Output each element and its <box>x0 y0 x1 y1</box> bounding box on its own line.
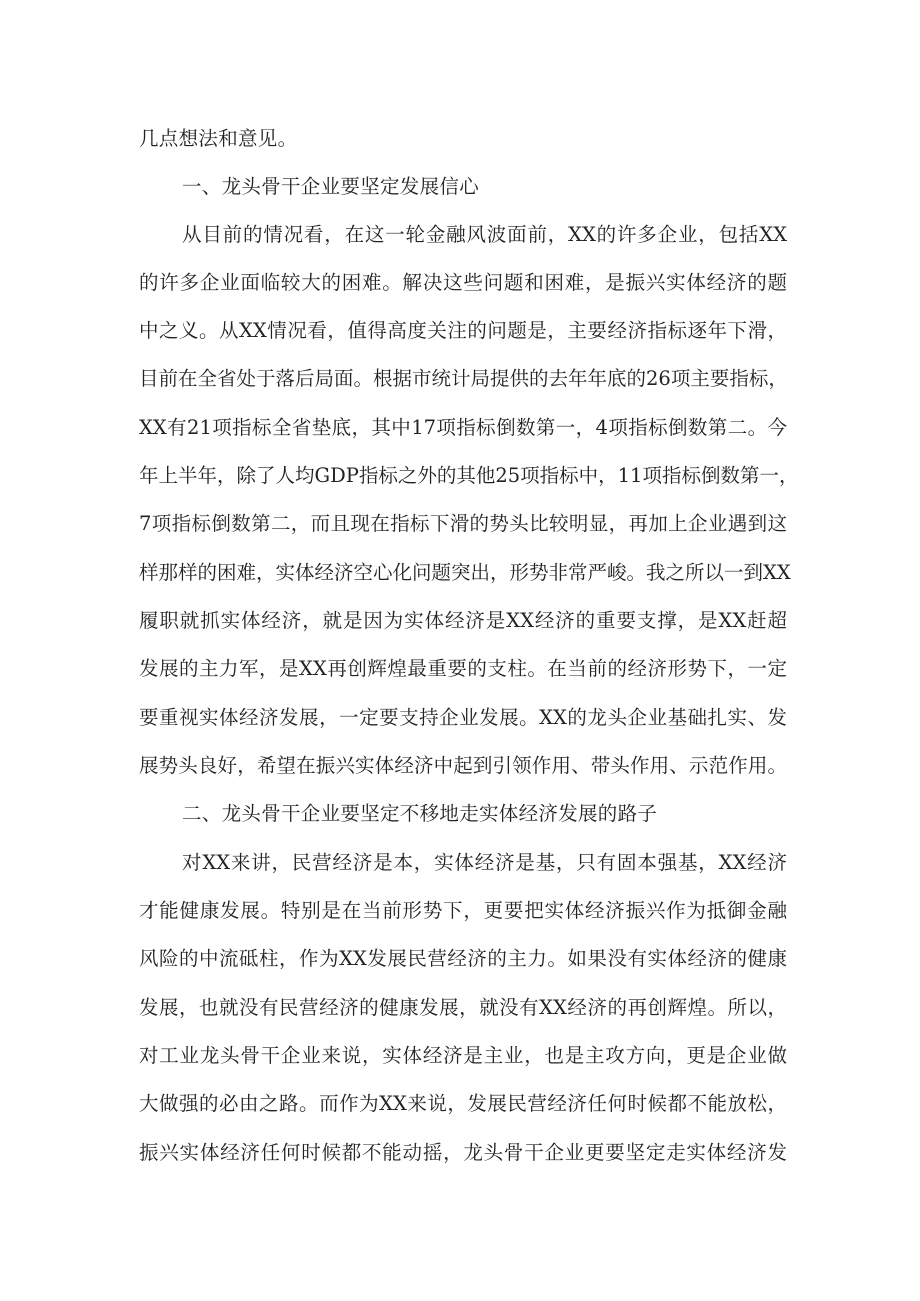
paragraph-line: 才能健康发展。特别是在当前形势下，更要把实体经济振兴作为抵御金融 <box>139 899 787 922</box>
paragraph-line: 年上半年，除了人均GDP指标之外的其他25项指标中，11项指标倒数第一， <box>139 464 799 487</box>
paragraph-line: 目前在全省处于落后局面。根据市统计局提供的去年年底的26项主要指标， <box>139 367 788 390</box>
section-heading: 一、龙头骨干企业要坚定发展信心 <box>182 175 480 198</box>
paragraph-line: 对XX来讲，民营经济是本，实体经济是基，只有固本强基，XX经济 <box>182 851 787 874</box>
paragraph-line: 展势头良好，希望在振兴实体经济中起到引领作用、带头作用、示范作用。 <box>139 754 787 777</box>
paragraph-line: 从目前的情况看，在这一轮金融风波面前，XX的许多企业，包括XX <box>182 223 787 246</box>
paragraph-line: 大做强的必由之路。而作为XX来说，发展民营经济任何时候都不能放松， <box>139 1092 787 1115</box>
paragraph-line: 要重视实体经济发展，一定要支持企业发展。XX的龙头企业基础扎实、发 <box>139 706 787 729</box>
paragraph-line: 几点想法和意见。 <box>139 127 298 150</box>
paragraph-line: XX有21项指标全省垫底，其中17项指标倒数第一，4项指标倒数第二。今 <box>139 416 787 439</box>
paragraph-line: 的许多企业面临较大的困难。解决这些问题和困难，是振兴实体经济的题 <box>139 271 787 294</box>
section-heading: 二、龙头骨干企业要坚定不移地走实体经济发展的路子 <box>182 802 658 825</box>
paragraph-line: 振兴实体经济任何时候都不能动摇，龙头骨干企业更要坚定走实体经济发 <box>139 1141 787 1164</box>
paragraph-line: 7项指标倒数第二，而且现在指标下滑的势头比较明显，再加上企业遇到这 <box>139 512 787 535</box>
paragraph-line: 发展的主力军，是XX再创辉煌最重要的支柱。在当前的经济形势下，一定 <box>139 657 787 680</box>
paragraph-line: 样那样的困难，实体经济空心化问题突出，形势非常严峻。我之所以一到XX <box>139 561 791 584</box>
paragraph-line: 中之义。从XX情况看，值得高度关注的问题是，主要经济指标逐年下滑， <box>139 319 787 342</box>
paragraph-line: 对工业龙头骨干企业来说，实体经济是主业，也是主攻方向，更是企业做 <box>139 1044 787 1067</box>
paragraph-line: 发展，也就没有民营经济的健康发展，就没有XX经济的再创辉煌。所以， <box>139 996 787 1019</box>
paragraph-line: 履职就抓实体经济，就是因为实体经济是XX经济的重要支撑，是XX赶超 <box>139 609 787 632</box>
paragraph-line: 风险的中流砥柱，作为XX发展民营经济的主力。如果没有实体经济的健康 <box>139 947 787 970</box>
